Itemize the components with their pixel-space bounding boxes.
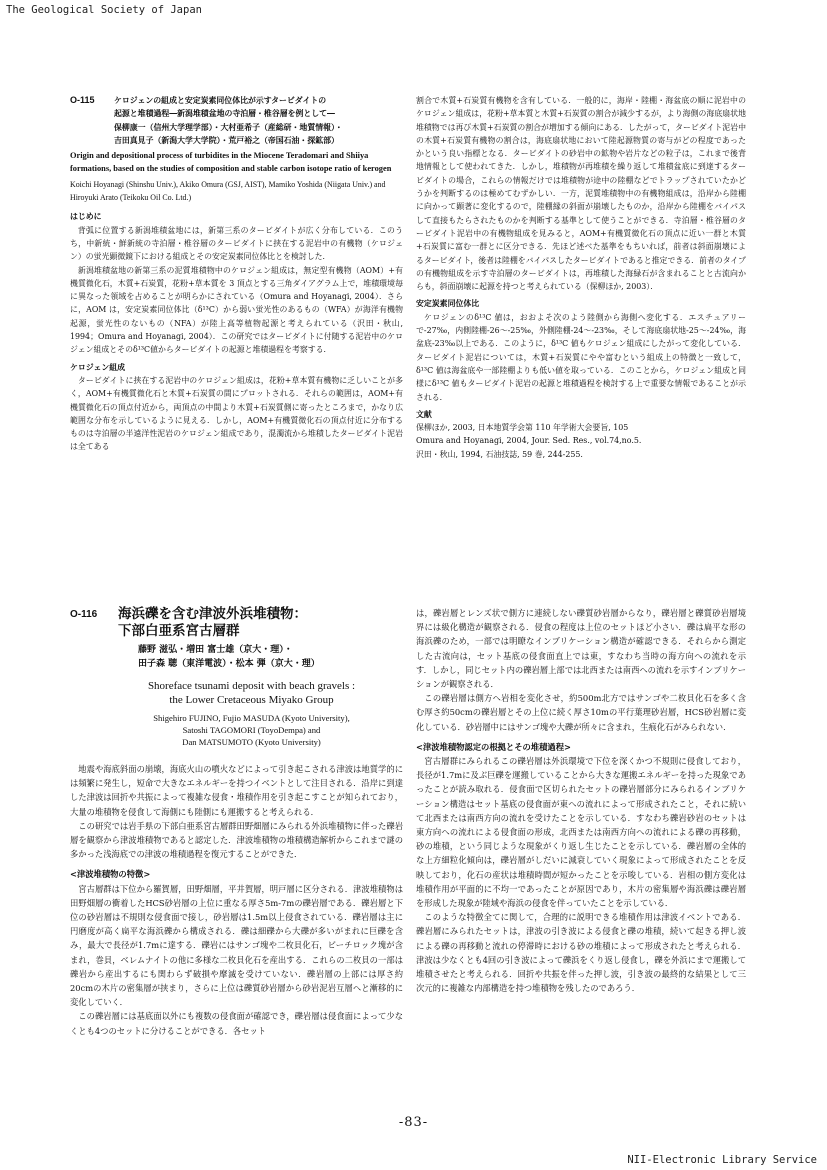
abstract-title-en bbox=[100, 679, 403, 707]
title-line: ケロジェンの組成と安定炭素同位体比が示すタービダイトの bbox=[114, 96, 327, 105]
title-line: the Lower Cretaceous Miyako Group bbox=[169, 694, 334, 706]
author-line: Dan MATSUMOTO (Kyoto University) bbox=[182, 737, 321, 747]
abstract-code: O-115 bbox=[70, 95, 95, 105]
section-heading: ケロジェン組成 bbox=[70, 362, 126, 372]
paragraph: 地震や海底斜面の崩壊，海底火山の噴火などによって引き起こされる津波は地質学的には頻繁に発生し，短命で大きなエネルギーを持つイベントとして注目される．沿岸に到達した津波は回折や共振によって複雑な侵食・堆積作用を引き起こすことが知られており，大量の堆積物を侵食して海側にも陸側にも運搬すると考えられる． bbox=[70, 764, 403, 817]
abstract-authors-en bbox=[100, 712, 403, 748]
reference-item: 沢田・秋山, 1994, 石油技誌, 59 巻, 244-255. bbox=[416, 449, 583, 459]
abstract-o115-left-column bbox=[70, 94, 403, 574]
paragraph: この礫岩層は側方へ岩相を変化させ，約500m北方ではサンゴや二枚貝化石を多く含む厚さ約50cmの礫岩層とその上位に続く厚さ10mの平行葉理砂岩層，HCS砂岩層に変化している．砂岩層中にはサンゴ塊や大礫が所々に含まれ，生痕化石がみられない． bbox=[416, 693, 746, 732]
paragraph: このような特徴全てに関して，合理的に説明できる堆積作用は津波イベントである．礫岩層にみられたセットは，津波の引き波による侵食と礫の堆積，続いて起きる押し波による礫の再移動と流れの停滞時における砂の堆積によって形成されたと考えられる．津波は少なくとも4回の引き波によって礫浜をくり返し侵食し，礫を外浜にまで運搬して堆積させたと考えられる．回折や共振を伴った押し波，引き波の最終的な結果として三次元的に複雑な内部構造を持つ堆積物を残したのであろう． bbox=[416, 912, 746, 994]
title-line: 海浜礫を含む津波外浜堆積物： bbox=[118, 606, 307, 622]
author-line: 保柳康一（信州大学理学部）・大村亜希子（産総研・地質情報）・ bbox=[114, 122, 343, 132]
paragraph: この礫岩層には基底面以外にも複数の侵食面が確認でき，礫岩層は侵食面によって少なくとも4つのセットに分けることができる．各セット bbox=[70, 1011, 403, 1036]
abstract-authors-en: Koichi Hoyanagi (Shinshu Univ.), Akiko Omura (GSJ, AIST), Mamiko Yoshida (Niigata Univ.) and Hiroyuki Arato (Teikoku Oil Co. Ltd.) bbox=[70, 179, 386, 203]
abstract-code: O-116 bbox=[70, 609, 98, 620]
abstract-authors-jp bbox=[138, 643, 403, 671]
author-line: Shigehiro FUJINO, Fujio MASUDA (Kyoto University), bbox=[153, 713, 350, 723]
author-line: 田子森 聴（東洋電波）・松本 弾（京大・理） bbox=[138, 659, 320, 669]
paragraph: タービダイトに挟在する泥岩中のケロジェン組成は，花粉+草本質有機物に乏しいことが多く，AOM+有機質微化石と木質+石炭質の間にプロットされる．それらの範囲は，AOM+有機質微化石の頂点付近から，両頂点の中間より木質+石炭質側に寄ったところまで，かなり広範囲な分布を示しているように見える．しかし，AOM+有機質微化石の頂点付近に分布するものは寺泊層の半遠洋性泥岩のケロジェン組成であり，混濁流から堆積したタービダイト泥岩は全てある bbox=[70, 375, 403, 452]
abstract-o116-right-column bbox=[416, 606, 746, 1086]
title-line: Shoreface tsunami deposit with beach gravels : bbox=[147, 680, 356, 692]
paragraph: この研究では岩手県の下部白亜系宮古層群田野畑層にみられる外浜堆積物に伴った礫岩層を観察から津波堆積物であると認定した．津波堆積物の堆積構造解析からこれまで謎の多かった浅海底での津波の堆積過程を復元することができた． bbox=[70, 820, 403, 860]
paragraph: 宮古層群は下位から羅賀層，田野畑層，平井賀層，明戸層に区分される．津波堆積物は田野畑層の衝着したHCS砂岩層の上位に重なる厚さ5m-7mの礫岩層である．礫岩層と下位の砂岩層は不規則な侵食面で接し，砂岩層は1.5m以上侵食されている．礫岩層は主に円磨度が高く扁平な海浜礫から構成される．礫は細礫から大礫が多いがまれに巨礫を含み，最大で長径が1.7mに達する．礫岩にはサンゴ塊や二枚貝化石，ビーチロック塊が含まれ，巻貝，ベレムナイトの他に多様な二枚貝化石を産出する．これらの二枚貝の一部は礫岩から産出するにも関わらず破損や摩滅を受けていない．礫岩層の上部には厚さ約20cmの木片の密集層が挟まり，さらに上位は礫質砂岩層から砂岩泥岩互層へと漸移的に変化していく． bbox=[70, 883, 403, 1008]
section-heading: 安定炭素同位体比 bbox=[416, 299, 480, 309]
author-line: Satoshi TAGOMORI (ToyoDempa) and bbox=[182, 725, 321, 735]
reference-list bbox=[416, 421, 746, 461]
section-heading: <津波堆積物の特徴> bbox=[70, 869, 151, 880]
page-number: -83- bbox=[398, 1115, 429, 1130]
reference-item: Omura and Hoyanagi, 2004, Jour. Sed. Res., vol.74,no.5. bbox=[416, 436, 642, 446]
abstract-title-en: Origin and depositional process of turbidites in the Miocene Teradomari and Shiiya formations, based on the studies of composition and stable carbon isotope ratio of kerogen bbox=[70, 151, 392, 174]
title-line: 下部白亜系宮古層群 bbox=[118, 623, 240, 639]
paragraph: 宮古層群にみられるこの礫岩層は外浜環境で下位を深くかつ不規則に侵食しており，長径が1.7mに及ぶ巨礫を運搬していることから大きな運搬エネルギーを持った現象であったことが読み取れる．侵食面で区切られたセットの礫岩層部分にみられるインブリケーション構造はセット基底の侵食面が東への流れによって形成されたこと，それに続いて北西または南西方向の流れを受けたことを示している．すなわち礫岩砂岩のセットは東方向への流れによる侵食面の形成，北西または南西方向への流れによる礫の再移動，砂の堆積，という同じような現象がくり返し生じたことを示している．礫岩層の全体的な上方細粒化傾向は，礫岩層がしだいに減衰していく現象によって形成されたことを反映しており，化石の産状は堆積時間が短かったことを示唆している．岩相の側方変化は堆積作用が平面的に不均一であったことが原因であり，木片の密集層や海浜礫は礫岩層を形成した現象が陸域や海浜の侵食を伴っていたことを示している． bbox=[416, 756, 746, 909]
section-heading: はじめに bbox=[70, 212, 102, 222]
author-line: 吉田真見子（新潟大学大学院）・荒戸裕之（帝国石油・探鉱部） bbox=[114, 135, 339, 145]
paragraph: ケロジェンのδ¹³C 値は，おおよそ次のよう陸側から海側へ変化する．エスチュアリーで-27‰，内側陸棚-26～-25‰，外側陸棚-24～-23‰，そして海底扇状地-25～-24‰，海盆底-23‰以上である．このように，δ¹³C 値もケロジェン組成にしたがって変化している．タービダイト泥岩については，木質+石炭質にやや富むという組成上の特徴と一致して，δ¹³C 値は海盆底や一部陸棚よりも低い値を取っている．このことから，ケロジェン組成と同様にδ¹³C 値もタービダイト泥岩の起源と堆積過程を検討する上で重要な情報であることが示される． bbox=[416, 312, 746, 402]
abstract-o115-right-column bbox=[416, 94, 746, 574]
abstract-o116-left-column bbox=[70, 606, 403, 1086]
section-heading: <津波堆積物認定の根拠とその堆積過程> bbox=[416, 741, 571, 752]
journal-header: The Geological Society of Japan bbox=[6, 4, 202, 16]
reference-item: 保柳ほか, 2003, 日本地質学会第 110 年学術大会要旨, 105 bbox=[416, 423, 629, 433]
title-line: 起源と堆積過程―新潟堆積盆地の寺泊層・椎谷層を例として― bbox=[114, 109, 335, 119]
abstract-title-jp bbox=[70, 94, 403, 147]
section-heading: 文献 bbox=[416, 409, 432, 419]
author-line: 藤野 滋弘・増田 富士雄（京大・理）・ bbox=[138, 645, 293, 655]
paragraph: は，礫岩層とレンズ状で側方に連続しない礫質砂岩層からなり，礫岩層と礫質砂岩層境界には級化構造が観察される．侵食の程度は上位のセットほど小さい．礫は扁平な形の海浜礫のため，一部では明瞭なインブリケーション構造が確認できる．それらから測定した古流向は，セット基底の侵食面直上では東，すなわち当時の海方向への流れを示す．しかし，同じセット内の礫岩層上部では北西または南西への流れを示すインブリケーションが観察される． bbox=[416, 608, 746, 690]
paragraph: 割合で木質+石炭質有機物を含有している．一般的に，海岸・陸棚・海盆底の順に泥岩中のケロジェン組成は，花粉+草本質と木質+石炭質の割合が減少するが，より海側の海底扇状地堆積物では再び木質+石炭質の割合が増加する傾向にある．したがって，タービダイト泥岩中の木質+石炭質有機物の割合は，海底扇状地において陸起源物質の寄与がどの程度であったかという良い指標となる．タービダイトの砂岩中の鉱物や岩片などの粒子は，これまで後背地情報として使われてきた．しかし，堆積物が再堆積を繰り返して堆積盆底に到達するタービダイトの場合，これらの情報だけでは堆積物が途中の陸棚などでトラップされていたかどうかを判断するのは極めてむずかしい．一方，泥質堆積物中の有機物組成は，沿岸から陸棚に向かって顕著に変化するので，陸棚縁の斜面が崩壊したものか，沿岸から陸棚をバイパスして直接もたらされたものかを判断する基準として使うことができる．寺泊層・椎谷層のタービダイト泥岩中の有機物組成を見みると，AOM+有機質微化石の頂点に近い一群と木質+石炭質に富む一群とに区分できる．先ほど述べた基準をもちいれば，前者は斜面崩壊によるタービダイト，後者は陸棚をバイパスしたタービダイトであると推定できる．前者のタイプの有機物組成を示す寺泊層のタービダイトは，再堆積した海緑石が含まれることと古流向からも，斜面崩壊に起源を持つと考えられている（保柳ほか, 2003）． bbox=[416, 96, 746, 292]
paragraph: 新潟堆積盆地の新第三系の泥質堆積物中のケロジェン組成は，無定型有機物（AOM）+有機質微化石，木質+石炭質，花粉+草本質を 3 頂点とする三角ダイアグラム上で，堆積環境毎に異なった領域を占めることが明らかにされている（Omura and Hoyanagi, 2004）．さらに，AOM は，安定炭素同位体比（δ¹³C）から弱い蛍光性のあるもの（WFA）が海洋有機物起源，蛍光性のないもの（NFA）が陸上高等植物起源と考えられている（沢田・秋山, 1994；Omura and Hoyanagi, 2004）．この研究ではタービダイトに付随する泥岩中のケロジェン組成とそのδ¹³C値からタービダイトの起源と堆積過程を考察する． bbox=[70, 265, 403, 355]
paragraph: 背弧に位置する新潟堆積盆地には，新第三系のタービダイトが広く分布している．このうち，中新統・鮮新統の寺泊層・椎谷層のタービダイトに挟在する泥岩中の有機物（ケロジェン）の蛍光顕微鏡下における組成とその安定炭素同位体比とを検討した． bbox=[70, 225, 403, 262]
abstract-title-jp bbox=[118, 606, 403, 640]
library-footer: NII-Electronic Library Service bbox=[627, 1154, 817, 1166]
